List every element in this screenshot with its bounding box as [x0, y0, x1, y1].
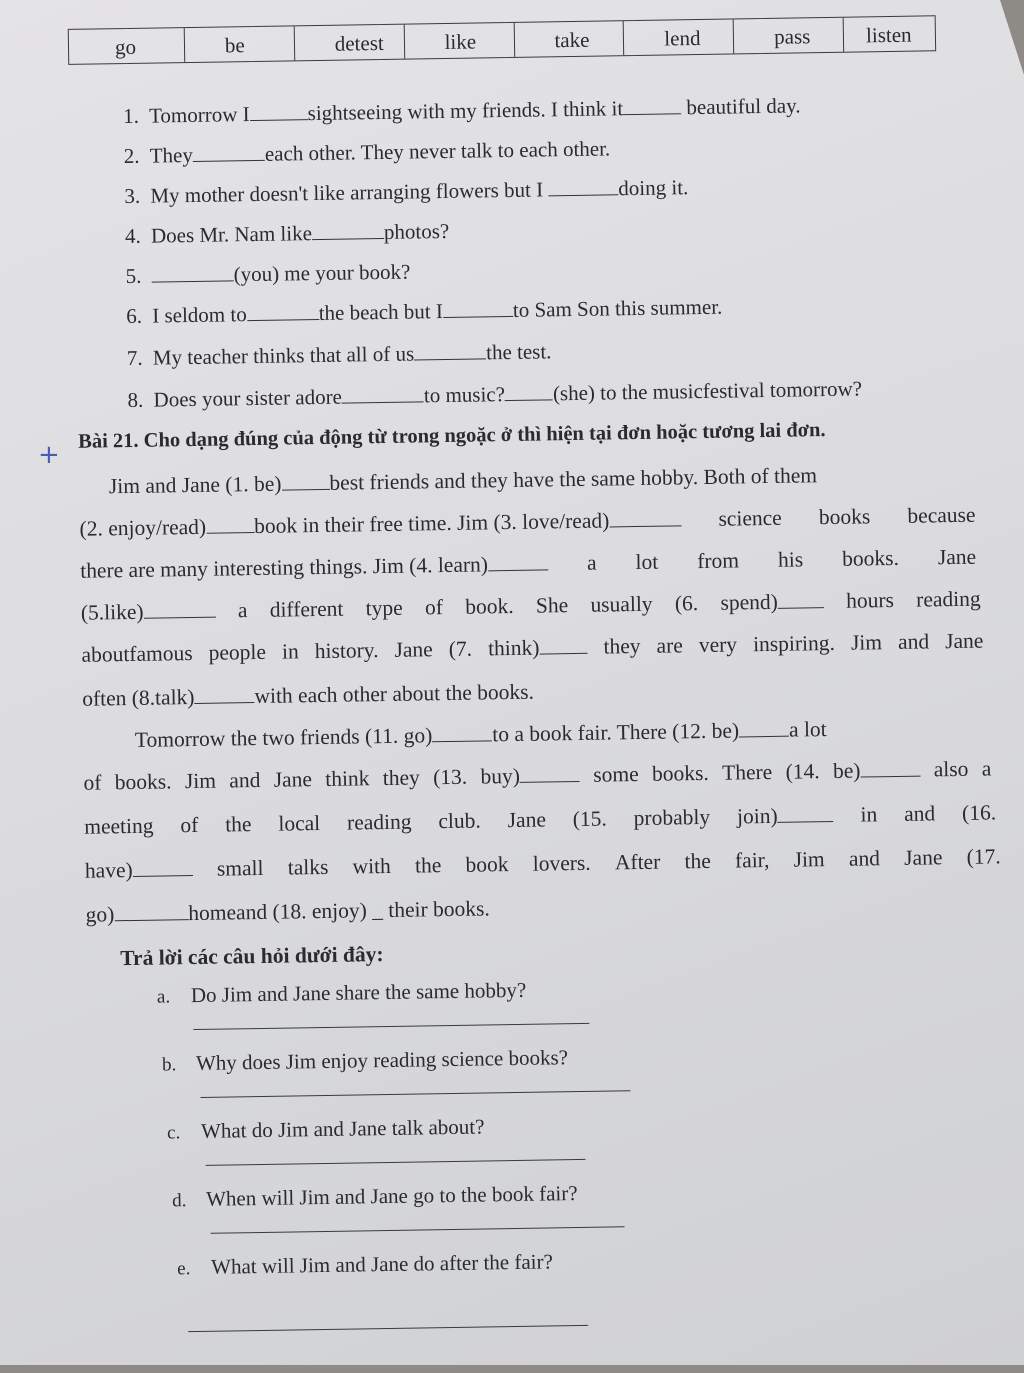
word-box-cell: be [185, 26, 295, 62]
sentence-3: 3. My mother doesn't like arranging flowers but I doing it. [124, 175, 689, 209]
blank[interactable] [250, 103, 308, 121]
para1-line-6: often (8.talk) with each other about the books. [82, 679, 535, 711]
question-b: b. Why does Jim enjoy reading science books? [161, 1045, 569, 1076]
word-box-cell: take [514, 21, 624, 57]
blank[interactable] [414, 342, 486, 360]
sentence-2: 2. They each other. They never talk to each other. [123, 136, 611, 169]
blank[interactable] [114, 903, 188, 921]
sentence-8: 8. Does your sister adore to music? (she) to the musicfestival tomorrow? [127, 376, 863, 413]
blank[interactable] [623, 97, 681, 115]
questions-heading: Trả lời các câu hỏi dưới đây: [120, 942, 384, 971]
blank[interactable] [281, 473, 329, 491]
para2-line-2: of books. Jim and Jane think they (13. buy) some books. There (14. be) also a [83, 756, 992, 795]
word-box-cell: like [404, 23, 514, 59]
para1-line-4: (5.like) a different type of book. She usually (6. spend) hours reading [80, 586, 981, 625]
sentence-4: 4. Does Mr. Nam like photos? [124, 218, 450, 249]
para1-line-5: aboutfamous people in history. Jane (7. think) they are very inspiring. Jim and Jane [81, 628, 984, 667]
blank[interactable] [777, 805, 833, 823]
blank[interactable] [342, 385, 424, 403]
blank[interactable] [778, 591, 824, 609]
blank[interactable] [151, 264, 233, 282]
blank[interactable] [206, 516, 254, 534]
word-box-cell: pass [734, 18, 844, 54]
para1-line-1: Jim and Jane (1. be) best friends and they have the same hobby. Both of them [108, 463, 818, 499]
word-box-cell: listen [865, 22, 912, 48]
word-box-cell: lend [624, 19, 734, 55]
para2-line-1: Tomorrow the two friends (11. go) to a book fair. There (12. be) a lot [134, 717, 827, 752]
margin-pen-mark: + [38, 440, 60, 470]
blank[interactable] [443, 300, 513, 318]
para1-line-2: (2. enjoy/read) book in their free time. Jim (3. love/read) science books because [79, 502, 976, 541]
blank[interactable] [548, 178, 618, 196]
answer-line-a[interactable] [193, 1023, 589, 1030]
blank[interactable] [488, 553, 548, 571]
answer-line-e[interactable] [188, 1325, 588, 1332]
blank[interactable] [133, 859, 193, 877]
sentence-6: 6. I seldom to the beach but I to Sam Son this summer. [126, 294, 723, 329]
sentence-5: 5. (you) me your book? [125, 259, 411, 289]
blank[interactable] [860, 760, 920, 778]
question-e: e. What will Jim and Jane do after the fair? [177, 1249, 554, 1280]
para2-line-5: go) homeand (18. enjoy) _ their books. [85, 896, 490, 927]
question-d: d. When will Jim and Jane go to the book fair? [171, 1181, 578, 1212]
question-c: c. What do Jim and Jane talk about? [166, 1114, 485, 1144]
blank[interactable] [432, 724, 492, 742]
answer-line-b[interactable] [201, 1090, 631, 1098]
blank[interactable] [194, 686, 254, 704]
blank[interactable] [247, 303, 319, 321]
answer-line-d[interactable] [211, 1226, 625, 1234]
blank[interactable] [739, 720, 789, 738]
para2-line-3: meeting of the local reading club. Jane (15. probably join) in and (16. [84, 800, 997, 839]
question-a: a. Do Jim and Jane share the same hobby? [156, 977, 527, 1008]
word-box-cell: detest [294, 25, 404, 61]
sentence-7: 7. My teacher thinks that all of us the test. [126, 339, 552, 371]
word-box-cell: go [69, 28, 185, 64]
blank[interactable] [539, 637, 587, 655]
blank[interactable] [520, 765, 580, 783]
exercise-21-heading: Bài 21. Cho dạng đúng của động từ trong ngoặc ở thì hiện tại đơn hoặc tương lai đơn. [78, 419, 826, 453]
sentence-1: 1. Tomorrow I sightseeing with my friends. I think it beautiful day. [122, 93, 801, 129]
para1-line-3: there are many interesting things. Jim (4. learn) a lot from his books. Jane [80, 544, 977, 583]
blank[interactable] [609, 509, 681, 527]
blank[interactable] [505, 383, 553, 401]
blank[interactable] [143, 601, 215, 619]
word-box [68, 15, 936, 65]
answer-line-c[interactable] [206, 1159, 586, 1166]
blank[interactable] [312, 222, 384, 240]
para2-line-4: have) small talks with the book lovers. After the fair, Jim and Jane (17. [84, 844, 1001, 883]
blank[interactable] [193, 144, 265, 162]
